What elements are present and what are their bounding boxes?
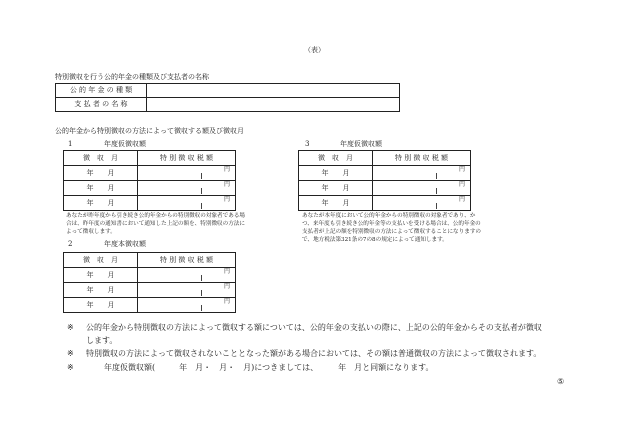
payer-name-label: 支 払 者 の 名 称 [74,100,128,108]
table1-row-month: 年 月 [86,168,115,177]
table3-col-amount: 特 別 徴 収 税 額 [394,153,449,162]
remark-text: 年度仮徴収額( 年 月・ 月・ 月)につきましては、 年 月と同額になります。 [104,363,434,372]
remark-mark: ※ [67,323,74,332]
table3-unit: 円 [459,196,466,203]
remark-mark: ※ [67,363,74,372]
section1-title: 特別徴収を行う公的年金の種類及び支払者の名称 [55,73,209,81]
table3-unit: 円 [459,166,466,173]
page-number: ⑤ [557,377,565,386]
table1-unit: 円 [224,181,231,188]
pension-type-value[interactable] [147,84,399,97]
table3-number: 3 [305,140,310,148]
table2-col-month: 徴 収 月 [83,255,118,264]
table1-col-amount: 特 別 徴 収 税 額 [159,153,214,162]
table3-note: あなたが本年度において公的年金からの特別徴収の対象者であり、かつ、来年度も引き続き公的年金等の支払いを受ける場合は、公的年金の支払者が上記の額を特別徴収の方法によって徴収することになりますので、地方税法第321条の7の8の規定によって通知します。 [302,213,482,243]
table3-row-month: 年 月 [321,183,350,192]
table3-col-month: 徴 収 月 [318,153,353,162]
table1-unit: 円 [224,196,231,203]
table3-unit: 円 [459,181,466,188]
table1-unit: 円 [224,166,231,173]
remark-text: 特別徴収の方法によって徴収されないこととなった額がある場合においては、その額は普通徴収の方法によって徴収されます。 [86,349,542,358]
document-header: （表） [304,46,325,54]
table1-number: 1 [68,140,73,148]
table3-row-month: 年 月 [321,198,350,207]
remark-text: 公的年金から特別徴収の方法によって徴収する額については、公的年金の支払いの際に、上記の公的年金からその支払者が徴収 [86,323,542,332]
table2-unit: 円 [224,298,231,305]
table2-col-amount: 特 別 徴 収 税 額 [159,255,214,264]
table2-row-month: 年 月 [86,300,115,309]
table2-number: 2 [68,240,73,248]
payer-name-value[interactable] [147,98,399,111]
table1-col-month: 徴 収 月 [83,153,118,162]
table3-row-month: 年 月 [321,168,350,177]
table2-title: 年度本徴収額 [104,240,146,248]
section2-title: 公的年金から特別徴収の方法によって徴収する額及び徴収月 [55,127,244,135]
table1-note: あなたが昨年度から引き続き公的年金からの特別徴収の対象者である場合は、昨年度の通知書において通知した上記の額を、特別徴収の方法によって徴収します。 [66,213,246,235]
remark-mark: ※ [67,349,74,358]
remark-text-cont: します。 [86,336,118,345]
table1-title: 年度仮徴収額 [104,140,146,148]
table2-unit: 円 [224,268,231,275]
table1-row-month: 年 月 [86,183,115,192]
table2-row-month: 年 月 [86,285,115,294]
table3-title: 年度仮徴収額 [340,140,382,148]
pension-type-label: 公 的 年 金 の 種 類 [69,86,133,94]
table2-row-month: 年 月 [86,270,115,279]
table2-unit: 円 [224,283,231,290]
table1-row-month: 年 月 [86,198,115,207]
